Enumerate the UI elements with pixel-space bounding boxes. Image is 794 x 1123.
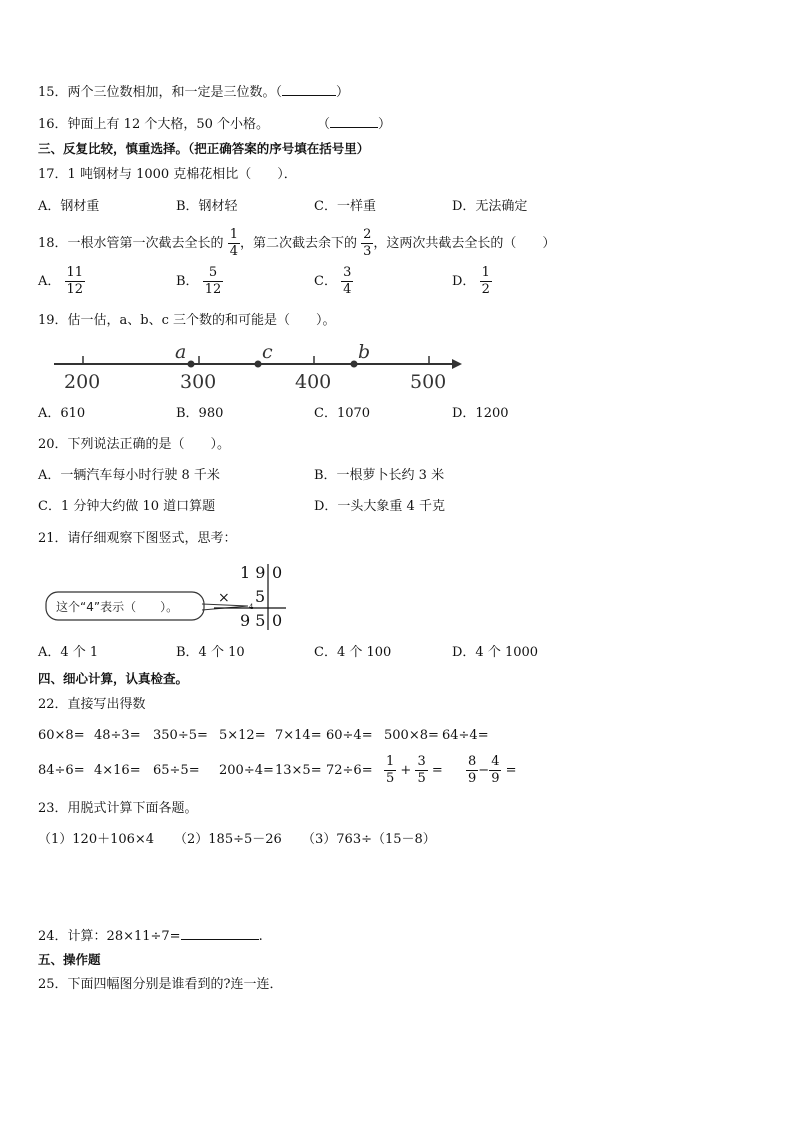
calc-item[interactable]: 350÷5= bbox=[153, 728, 208, 743]
q19-option-c[interactable]: C．1070 bbox=[314, 406, 371, 421]
q20-option-d[interactable]: D．一头大象重 4 千克 bbox=[314, 499, 445, 514]
answer-blank-24[interactable] bbox=[181, 926, 259, 940]
calc-item[interactable]: 48÷3= bbox=[94, 728, 141, 743]
question-18 bbox=[38, 226, 555, 262]
carry-digit: 4 bbox=[249, 603, 254, 611]
question-15-text: 15．两个三位数相加，和一定是三位数。（ bbox=[38, 85, 283, 100]
times-sign: × bbox=[218, 590, 230, 606]
answer-blank-15[interactable] bbox=[282, 82, 336, 96]
point-c bbox=[255, 361, 262, 368]
question-25-text: 25．下面四幅图分别是谁看到的?连一连． bbox=[38, 977, 283, 992]
calc-item[interactable]: 84÷6= bbox=[38, 763, 85, 778]
question-23-text: 23．用脱式计算下面各题。 bbox=[38, 801, 198, 816]
row2-digit: 5 bbox=[255, 587, 266, 606]
row3-digits: 9 5 bbox=[240, 611, 266, 630]
calc-item[interactable]: 72÷6= bbox=[326, 763, 373, 778]
number-line bbox=[50, 340, 470, 394]
tick-label-200: 200 bbox=[64, 371, 101, 393]
q20-option-c[interactable]: C．1 分钟大约做 10 道口算题 bbox=[38, 499, 216, 514]
paren-close: ） bbox=[336, 85, 350, 100]
q23-item-2[interactable]: （2）185÷5－26 bbox=[174, 832, 282, 847]
fraction-calc-1[interactable]: $\frac{1}{5}$ + $\frac{3}{5}$ = bbox=[386, 754, 443, 786]
question-18-mid: ，第二次截去余下的 bbox=[239, 236, 357, 251]
q21-option-c[interactable]: C．4 个 100 bbox=[314, 645, 392, 660]
q17-option-c[interactable]: C．一样重 bbox=[314, 199, 376, 214]
calc-item[interactable]: 64÷4= bbox=[442, 728, 489, 743]
q18-option-c[interactable]: C． $\frac{3}{4}$ bbox=[314, 265, 352, 297]
vertical-multiplication bbox=[44, 560, 294, 632]
q18-option-a[interactable]: A． $\frac{11}{12}$ bbox=[38, 265, 84, 297]
period: . bbox=[258, 929, 263, 944]
answer-blank-16[interactable] bbox=[330, 114, 378, 128]
tick-label-300: 300 bbox=[180, 371, 217, 393]
question-20-text: 20．下列说法正确的是（ ）。 bbox=[38, 437, 231, 452]
section-5-heading: 五、操作题 bbox=[38, 952, 101, 967]
question-24 bbox=[38, 926, 263, 946]
row1-digits: 1 9 bbox=[240, 563, 266, 582]
paren-open: （ bbox=[317, 117, 331, 132]
calc-item[interactable]: 500×8= bbox=[384, 728, 439, 743]
q20-option-a[interactable]: A．一辆汽车每小时行驶 8 千米 bbox=[38, 468, 220, 483]
fraction-2-3: $\frac{2}{3}$ bbox=[363, 227, 372, 259]
q21-option-d[interactable]: D．4 个 1000 bbox=[452, 645, 539, 660]
calc-item[interactable]: 60÷4= bbox=[326, 728, 373, 743]
point-a bbox=[188, 361, 195, 368]
question-15 bbox=[38, 82, 349, 102]
question-16-text: 16．钟面上有 12 个大格，50 个小格。 bbox=[38, 117, 270, 132]
q17-option-d[interactable]: D．无法确定 bbox=[452, 199, 528, 214]
fraction-1-4: $\frac{1}{4}$ bbox=[229, 227, 238, 259]
q19-option-d[interactable]: D．1200 bbox=[452, 406, 509, 421]
question-18-pre: 18．一根水管第一次截去全长的 bbox=[38, 236, 224, 251]
calc-item[interactable]: 200÷4= bbox=[219, 763, 274, 778]
q21-option-a[interactable]: A．4 个 1 bbox=[38, 645, 99, 660]
question-21-text: 21．请仔细观察下图竖式，思考： bbox=[38, 531, 237, 546]
q18-option-d[interactable]: D． $\frac{1}{2}$ bbox=[452, 265, 490, 297]
question-16 bbox=[38, 114, 391, 134]
section-3-heading: 三、反复比较，慎重选择。（把正确答案的序号填在括号里） bbox=[38, 141, 370, 156]
q18-option-b[interactable]: B． $\frac{5}{12}$ bbox=[176, 265, 222, 297]
q21-option-b[interactable]: B．4 个 10 bbox=[176, 645, 245, 660]
q23-item-1[interactable]: （1）120＋106×4 bbox=[38, 832, 155, 847]
row1-zero: 0 bbox=[272, 563, 283, 582]
q19-option-b[interactable]: B．980 bbox=[176, 406, 224, 421]
label-a: a bbox=[175, 341, 187, 363]
paren-close: ） bbox=[378, 117, 392, 132]
label-b: b bbox=[358, 341, 371, 363]
calc-item[interactable]: 60×8= bbox=[38, 728, 85, 743]
bubble-text: 这个“4”表示（ ）。 bbox=[56, 600, 179, 614]
question-19-text: 19．估一估，a、b、c 三个数的和可能是（ ）。 bbox=[38, 313, 336, 328]
label-c: c bbox=[262, 341, 273, 363]
calc-item[interactable]: 5×12= bbox=[219, 728, 266, 743]
row3-zero: 0 bbox=[272, 611, 283, 630]
tick-label-400: 400 bbox=[295, 371, 332, 393]
question-18-post: ，这两次共截去全长的（ ） bbox=[373, 236, 556, 251]
q17-option-b[interactable]: B．钢材轻 bbox=[176, 199, 238, 214]
question-22-text: 22．直接写出得数 bbox=[38, 697, 146, 712]
fraction-calc-2[interactable]: $\frac{8}{9}$ − $\frac{4}{9}$ = bbox=[468, 754, 517, 786]
tick-label-500: 500 bbox=[410, 371, 447, 393]
q19-option-a[interactable]: A．610 bbox=[38, 406, 86, 421]
calc-item[interactable]: 65÷5= bbox=[153, 763, 200, 778]
point-b bbox=[351, 361, 358, 368]
q17-option-a[interactable]: A．钢材重 bbox=[38, 199, 100, 214]
calc-item[interactable]: 4×16= bbox=[94, 763, 141, 778]
question-24-text: 24．计算：28×11÷7= bbox=[38, 929, 181, 944]
calc-item[interactable]: 13×5= bbox=[275, 763, 322, 778]
section-4-heading: 四、细心计算，认真检查。 bbox=[38, 671, 189, 686]
question-17-text: 17．1 吨钢材与 1000 克棉花相比（ ）． bbox=[38, 167, 297, 182]
q23-item-3[interactable]: （3）763÷（15－8） bbox=[302, 832, 436, 847]
calc-item[interactable]: 7×14= bbox=[275, 728, 322, 743]
q20-option-b[interactable]: B．一根萝卜长约 3 米 bbox=[314, 468, 445, 483]
